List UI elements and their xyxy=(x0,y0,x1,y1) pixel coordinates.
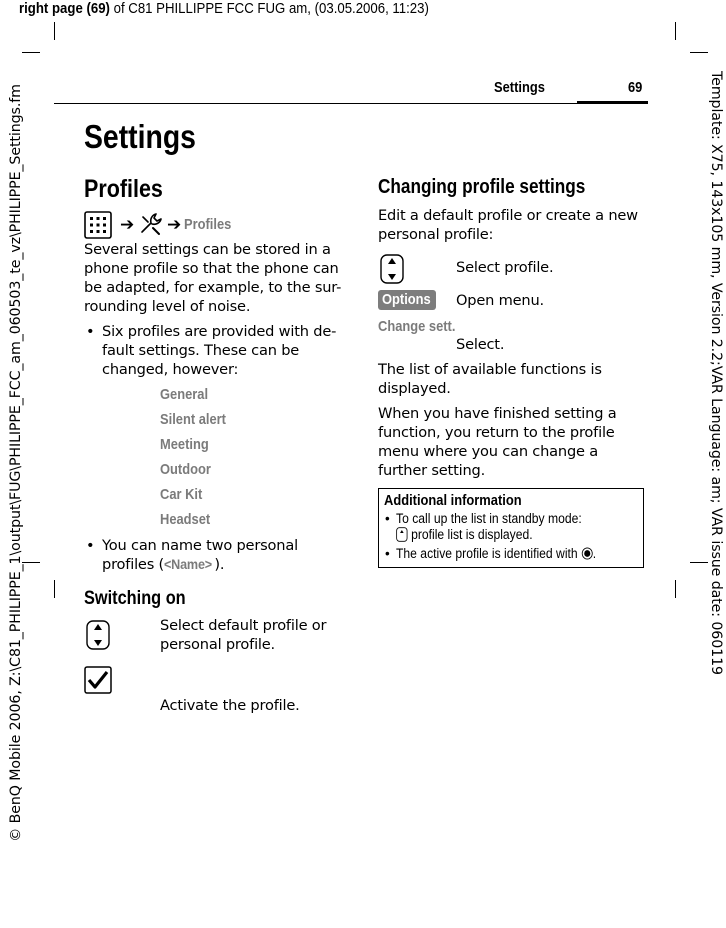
name-placeholder: <Name> xyxy=(164,556,213,572)
text-line: menu where you can change a xyxy=(378,443,598,460)
crop-mark xyxy=(54,580,55,598)
text-line: The list of available functions is xyxy=(378,361,602,378)
checkmark-key-icon xyxy=(84,666,112,694)
step-select: Select. xyxy=(456,336,505,353)
text-line: When you have finished setting a xyxy=(378,405,617,422)
running-head-page-number: 69 xyxy=(628,79,643,96)
changing-profile-heading: Changing profile settings xyxy=(378,176,586,198)
text-line: personal profile: xyxy=(378,226,494,243)
file-header-page: right page (69) xyxy=(19,0,110,17)
switch-select-text xyxy=(160,616,326,654)
bullet-item xyxy=(86,322,346,382)
text-line: personal profile. xyxy=(160,636,275,653)
additional-info-title: Additional information xyxy=(384,492,522,509)
info-item xyxy=(385,546,640,564)
text-line: Edit a default profile or create a new xyxy=(378,207,638,224)
crop-mark xyxy=(690,52,708,53)
active-profile-dot-icon xyxy=(581,547,593,560)
switch-activate-text: Activate the profile. xyxy=(160,697,300,714)
page-title: Settings xyxy=(84,118,196,155)
crop-mark xyxy=(675,22,676,40)
text-line: The active profile is identified with xyxy=(396,546,578,561)
text-fragment: ). xyxy=(214,556,225,573)
text-line: fault settings. These can be xyxy=(102,342,300,359)
text-line: function, you return to the profile xyxy=(378,424,615,441)
text-line: To call up the list in standby mode: xyxy=(396,511,582,526)
crop-mark xyxy=(54,22,55,40)
navigation-key-icon xyxy=(380,254,404,284)
text-line: Six profiles are provided with de- xyxy=(102,323,337,340)
text-line: Select default profile or xyxy=(160,617,327,634)
navigation-key-icon xyxy=(86,620,110,650)
bullet-dot: • xyxy=(385,511,390,526)
switching-on-heading: Switching on xyxy=(84,588,186,609)
bullet-dot: • xyxy=(86,537,95,554)
menu-item-change-settings: Change sett. xyxy=(378,318,456,335)
additional-info-box xyxy=(378,488,644,568)
arrow-icon: ➔ xyxy=(167,215,182,235)
text-line: further setting. xyxy=(378,462,486,479)
nav-path-profiles: Profiles xyxy=(184,216,232,233)
profile-option: General xyxy=(160,386,209,403)
crop-mark xyxy=(22,562,40,563)
file-header xyxy=(19,0,429,17)
side-template-info: Template: X75, 143x105 mm, Version 2.2;VAR Language: am; VAR issue date: 060119 xyxy=(708,71,724,675)
text-fragment: . xyxy=(592,546,597,561)
profiles-intro xyxy=(84,240,341,316)
side-copyright-path: © BenQ Mobile 2006, Z:\C81_PHILIPPE_1\output\FUG\PHILIPPE_FCC_am_060503_te_vz\PHILIPPE_Settings.fm xyxy=(8,84,24,842)
text-fragment: profiles ( xyxy=(102,556,165,573)
text-line: You can name two personal xyxy=(102,537,298,554)
running-head-section: Settings xyxy=(494,79,545,96)
options-softkey xyxy=(378,290,436,310)
functions-list-text xyxy=(378,360,602,398)
running-head-rule xyxy=(54,103,648,104)
info-item xyxy=(385,511,640,547)
settings-wrench-icon xyxy=(138,211,164,237)
changing-intro xyxy=(378,206,638,244)
crop-mark xyxy=(675,580,676,598)
options-softkey-label: Options xyxy=(382,291,431,308)
step-open-menu: Open menu. xyxy=(456,292,544,309)
text-line: displayed. xyxy=(378,380,451,397)
profile-option: Headset xyxy=(160,511,211,528)
text-line: Several settings can be stored in a xyxy=(84,241,331,258)
finish-text xyxy=(378,404,616,480)
file-header-info: of C81 PHILLIPPE FCC FUG am, (03.05.2006, 11:23) xyxy=(109,0,429,17)
running-head-bar xyxy=(577,101,648,104)
profile-option: Car Kit xyxy=(160,486,203,503)
crop-mark xyxy=(690,562,708,563)
text-line: rounding level of noise. xyxy=(84,298,251,315)
profile-option: Outdoor xyxy=(160,461,211,478)
text-line: be adapted, for example, to the sur- xyxy=(84,279,342,296)
step-select-profile: Select profile. xyxy=(456,259,554,276)
crop-mark xyxy=(22,52,40,53)
arrow-icon: ➔ xyxy=(120,215,135,235)
profile-option: Silent alert xyxy=(160,411,226,428)
menu-grid-icon xyxy=(84,211,112,239)
profile-option: Meeting xyxy=(160,436,209,453)
text-line: profile list is displayed. xyxy=(411,527,533,542)
text-line: changed, however: xyxy=(102,361,239,378)
bullet-dot: • xyxy=(86,323,95,340)
bullet-item xyxy=(86,536,346,576)
bullet-dot: • xyxy=(385,546,390,561)
key-small-icon xyxy=(396,527,408,542)
profiles-heading: Profiles xyxy=(84,175,163,203)
text-line: phone profile so that the phone can xyxy=(84,260,339,277)
